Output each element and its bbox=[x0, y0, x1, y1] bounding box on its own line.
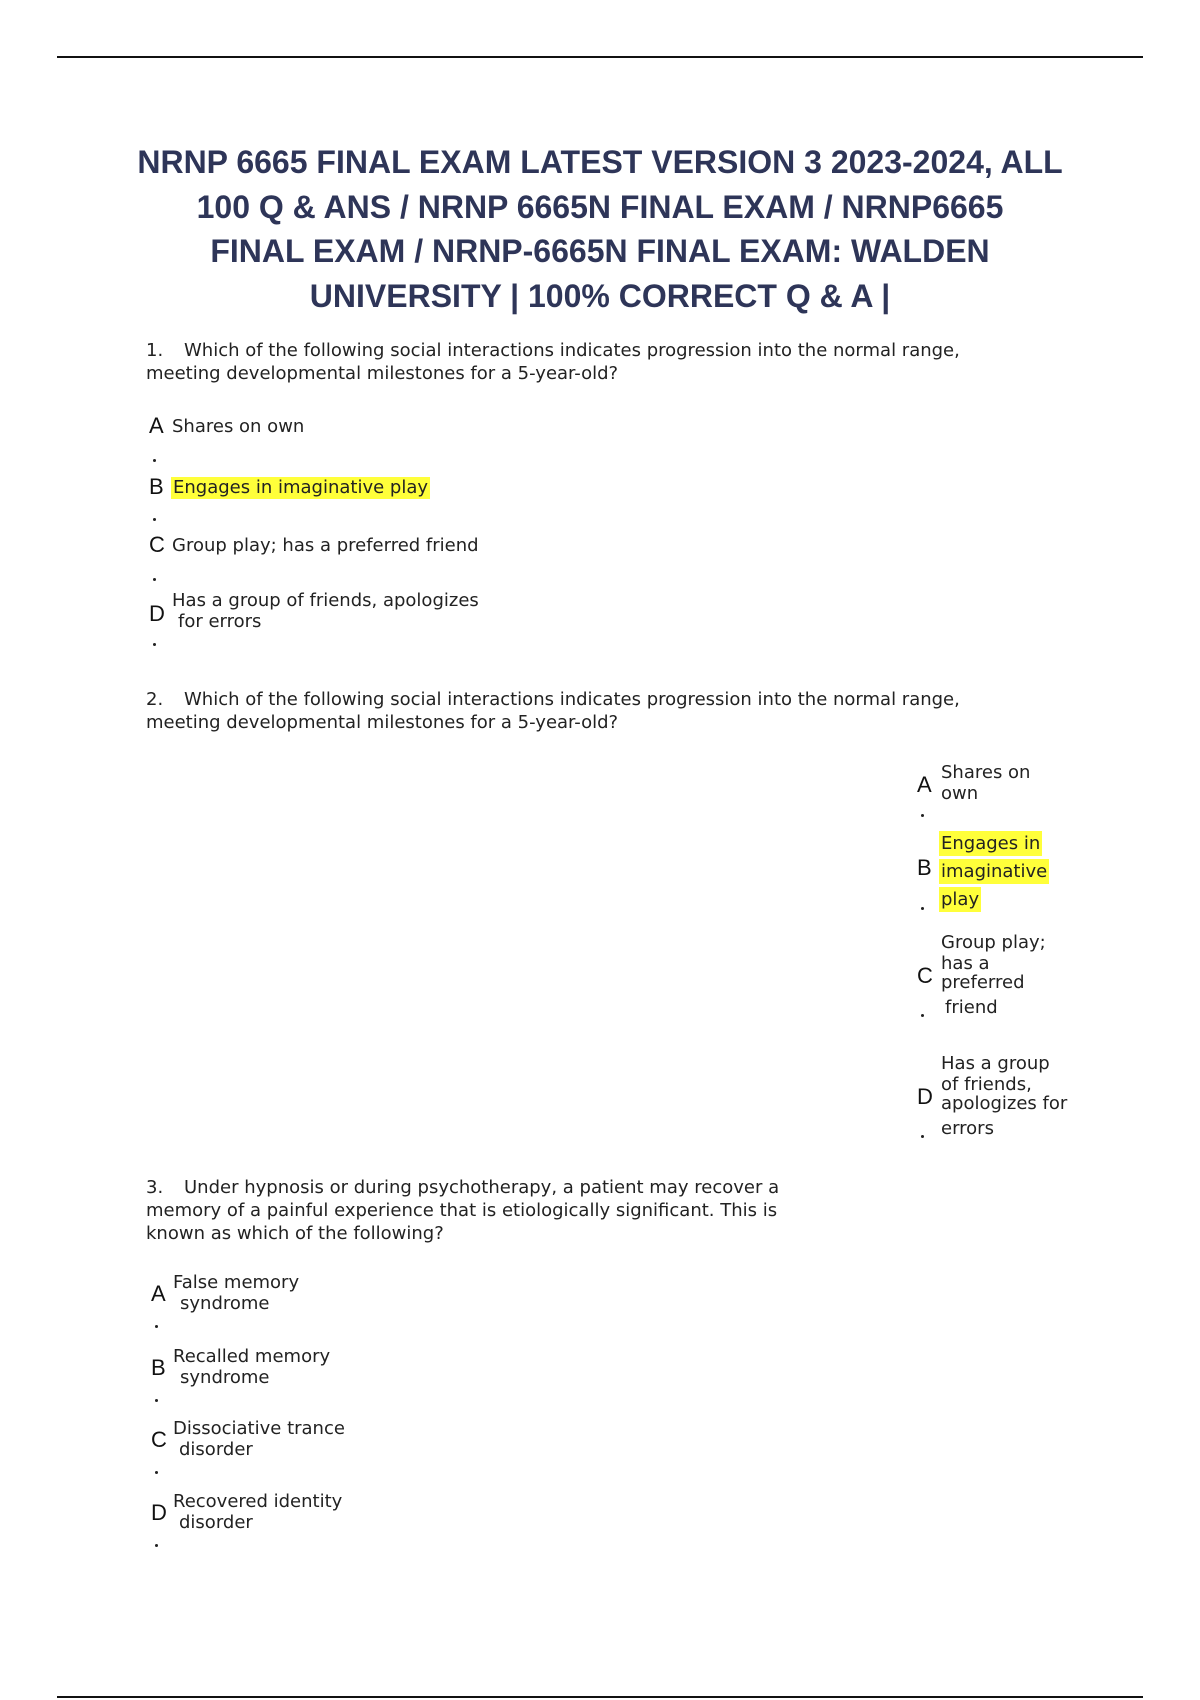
option-text: Shares on own bbox=[172, 416, 305, 437]
question-number: 2. bbox=[146, 689, 164, 710]
option-text: Dissociative trance disorder bbox=[173, 1418, 345, 1460]
title-line: NRNP 6665 FINAL EXAM LATEST VERSION 3 2023-2024, ALL bbox=[137, 144, 1063, 180]
option-text: Shares on own bbox=[941, 762, 1031, 804]
option-text: False memory syndrome bbox=[173, 1272, 300, 1314]
option-text-highlighted: Engages in imaginative play bbox=[173, 477, 429, 498]
title-line: 100 Q & ANS / NRNP 6665N FINAL EXAM / NRNP6665 bbox=[196, 188, 1004, 225]
option-dot bbox=[153, 459, 156, 462]
title-line: FINAL EXAM / NRNP-6665N FINAL EXAM: WALDEN bbox=[210, 233, 990, 269]
option-dot bbox=[153, 518, 156, 521]
option-dot bbox=[921, 1014, 924, 1017]
option-dot bbox=[155, 1471, 158, 1474]
option-dot bbox=[921, 907, 924, 910]
option-text: Group play; has a preferred friend bbox=[172, 535, 479, 556]
option-letter: C bbox=[149, 532, 165, 557]
option-letter: B bbox=[917, 855, 932, 880]
option-text: Recalled memory syndrome bbox=[173, 1346, 331, 1388]
option-letter: D bbox=[151, 1500, 167, 1525]
option-letter: C bbox=[151, 1427, 167, 1452]
question-2-text: 2. Which of the following social interactions indicates progression into the normal range, meeting developmental milestones for a 5-year-old? bbox=[146, 689, 960, 733]
option-letter: A bbox=[149, 413, 164, 438]
option-text: Recovered identity disorder bbox=[173, 1491, 343, 1533]
document-title bbox=[120, 140, 1080, 318]
option-letter: A bbox=[917, 772, 932, 797]
option-dot bbox=[921, 814, 924, 817]
option-text: Has a group of friends, apologizes for errors bbox=[172, 590, 479, 632]
option-text: Has a group of friends, apologizes for errors bbox=[941, 1053, 1068, 1139]
bottom-rule bbox=[57, 1696, 1143, 1698]
option-dot bbox=[921, 1135, 924, 1138]
option-dot bbox=[155, 1325, 158, 1328]
question-3-text: 3. Under hypnosis or during psychotherapy, a patient may recover a memory of a painful experience that is etiologically significant. This is known as which of the following? bbox=[146, 1177, 780, 1244]
option-text: Group play; has a preferred friend bbox=[941, 932, 1046, 1018]
title-line: UNIVERSITY | 100% CORRECT Q & A | bbox=[309, 277, 891, 314]
option-dot bbox=[153, 643, 156, 646]
option-letter: B bbox=[151, 1355, 166, 1380]
option-letter: A bbox=[151, 1281, 166, 1306]
option-text-highlighted: Engages in imaginative play bbox=[941, 833, 1048, 910]
option-dot bbox=[155, 1544, 158, 1547]
option-letter: B bbox=[149, 474, 164, 499]
option-dot bbox=[155, 1399, 158, 1402]
option-letter: D bbox=[917, 1084, 933, 1109]
question-number: 3. bbox=[146, 1177, 164, 1198]
option-dot bbox=[153, 578, 156, 581]
top-rule bbox=[57, 56, 1143, 58]
question-1-text: 1. Which of the following social interactions indicates progression into the normal range, meeting developmental milestones for a 5-year-old? bbox=[146, 340, 960, 384]
option-letter: C bbox=[917, 963, 933, 988]
question-number: 1. bbox=[146, 340, 164, 361]
option-letter: D bbox=[149, 601, 165, 626]
